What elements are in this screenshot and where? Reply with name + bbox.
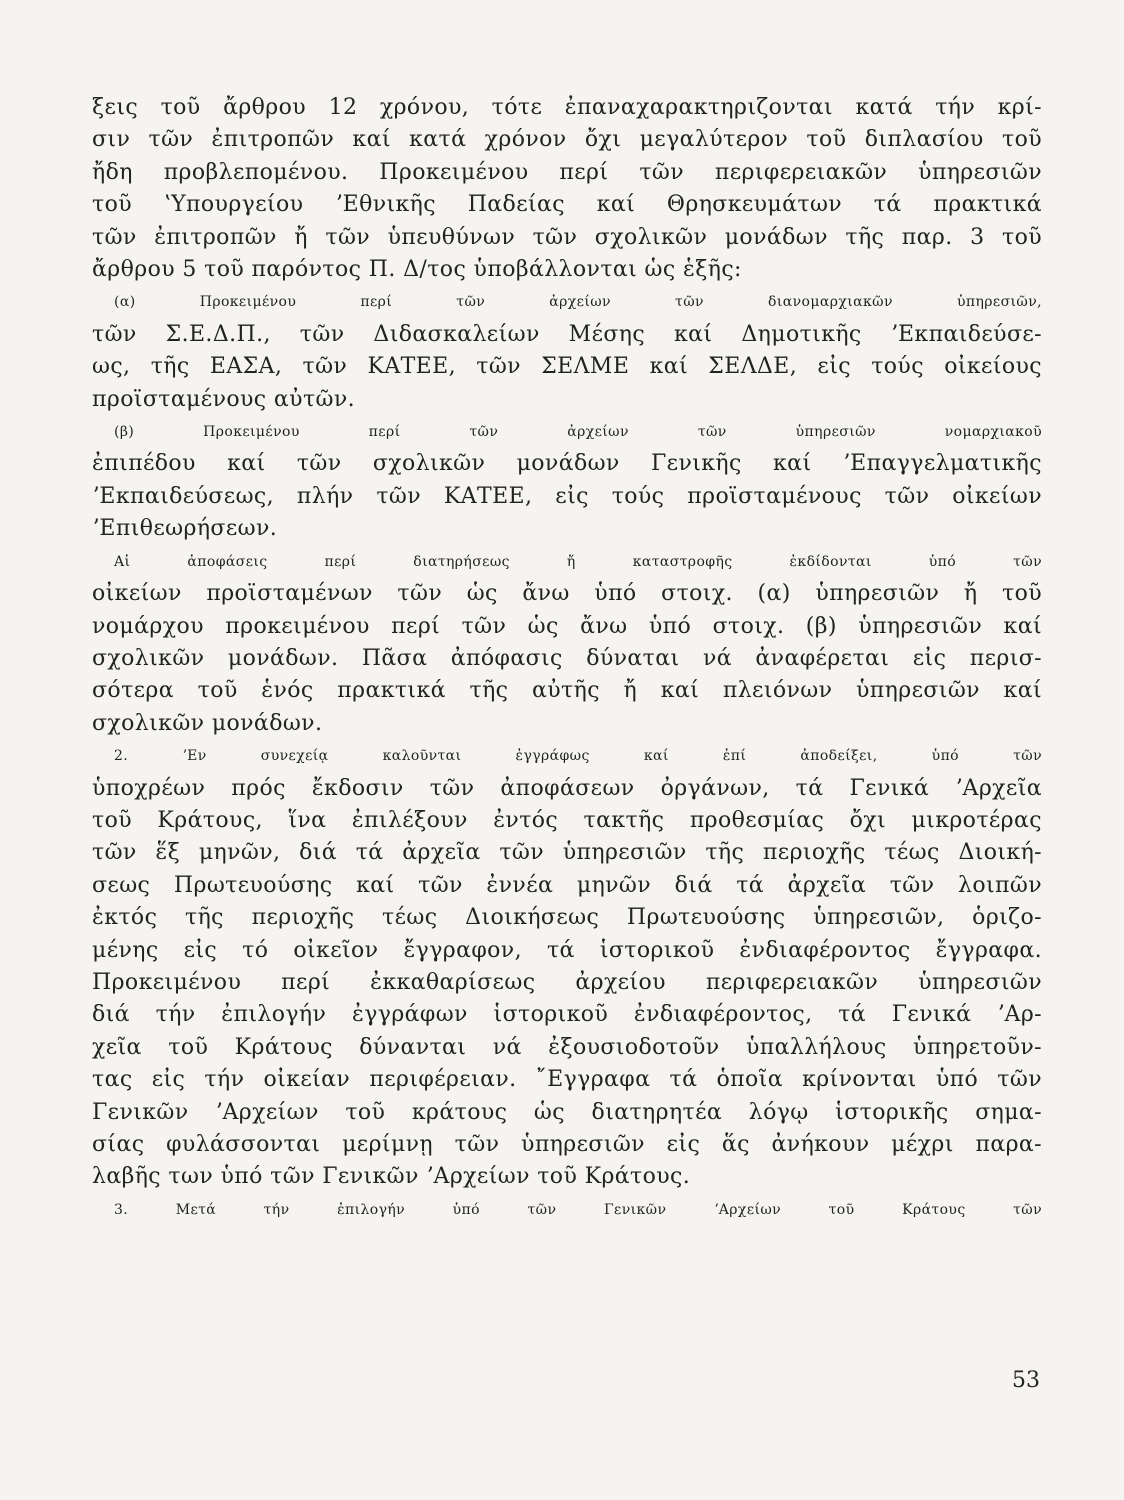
text-line: ʼΕκπαιδεύσεως, πλήν τῶν ΚΑΤΕΕ, εἰς τούς προϊσταμένους τῶν οἰκείων: [92, 483, 1042, 509]
text-line: Αἱ ἀποφάσεις περί διατηρήσεως ἤ καταστροφῆς ἐκδίδονται ὑπό τῶν: [114, 553, 1042, 570]
text-line: 3. Μετά τήν ἐπιλογήν ὑπό τῶν Γενικῶν ʼΑρχείων τοῦ Κράτους τῶν: [114, 1201, 1042, 1218]
text-line: (α) Προκειμένου περί τῶν ἀρχείων τῶν διανομαρχιακῶν ὑπηρεσιῶν,: [114, 294, 1042, 311]
text-line: Γενικῶν ʼΑρχείων τοῦ κράτους ὡς διατηρητέα λόγῳ ἱστορικῆς σημα-: [92, 1099, 1042, 1125]
text-line: χεῖα τοῦ Κράτους δύνανται νά ἐξουσιοδοτοῦν ὑπαλλήλους ὑπηρετοῦν-: [92, 1034, 1042, 1060]
text-line: σεως Πρωτευούσης καί τῶν ἐννέα μηνῶν διά τά ἀρχεῖα τῶν λοιπῶν: [92, 872, 1042, 898]
text-line: Προκειμένου περί ἐκκαθαρίσεως ἀρχείου περιφερειακῶν ὑπηρεσιῶν: [92, 969, 1042, 995]
text-line: ἤδη προβλεπομένου. Προκειμένου περί τῶν περιφερειακῶν ὑπηρεσιῶν: [92, 159, 1042, 185]
page-number: 53: [1012, 1368, 1040, 1393]
text-line: ʼΕπιθεωρήσεων.: [92, 516, 278, 542]
text-line: διά τήν ἐπιλογήν ἐγγράφων ἱστορικοῦ ἐνδιαφέροντος, τά Γενικά ʼΑρ-: [92, 1002, 1042, 1028]
text-line: τοῦ Κράτους, ἵνα ἐπιλέξουν ἐντός τακτῆς προθεσμίας ὄχι μικροτέρας: [92, 807, 1042, 833]
text-line: τας εἰς τήν οἰκείαν περιφέρειαν. ῎Εγγραφα τά ὁποῖα κρίνονται ὑπό τῶν: [92, 1067, 1042, 1093]
text-line: νομάρχου προκειμένου περί τῶν ὡς ἄνω ὑπό στοιχ. (β) ὑπηρεσιῶν καί: [92, 613, 1042, 639]
text-line: ξεις τοῦ ἄρθρου 12 χρόνου, τότε ἐπαναχαρακτηριζονται κατά τήν κρί-: [92, 95, 1042, 120]
text-line: λαβῆς των ὑπό τῶν Γενικῶν ʼΑρχείων τοῦ Κράτους.: [92, 1164, 691, 1190]
text-line: σχολικῶν μονάδων.: [92, 710, 323, 736]
text-line: τῶν Σ.Ε.Δ.Π., τῶν Διδασκαλείων Μέσης καί Δημοτικῆς ʼΕκπαιδεύσε-: [92, 321, 1042, 347]
text-line: σότερα τοῦ ἑνός πρακτικά τῆς αὐτῆς ἤ καί πλειόνων ὑπηρεσιῶν καί: [92, 678, 1042, 704]
text-line: ως, τῆς ΕΑΣΑ, τῶν ΚΑΤΕΕ, τῶν ΣΕΛΜΕ καί ΣΕΛΔΕ, εἰς τούς οἰκείους: [92, 354, 1042, 380]
text-line: ὑποχρέων πρός ἔκδοσιν τῶν ἀποφάσεων ὀργάνων, τά Γενικά ʼΑρχεῖα: [92, 775, 1042, 801]
text-line: τῶν ἐπιτροπῶν ἤ τῶν ὑπευθύνων τῶν σχολικῶν μονάδων τῆς παρ. 3 τοῦ: [92, 224, 1042, 250]
body-text: [92, 92, 1042, 1226]
text-line: σίας φυλάσσονται μερίμνῃ τῶν ὑπηρεσιῶν εἰς ἅς ἀνήκουν μέχρι παρα-: [92, 1132, 1042, 1157]
text-line: προϊσταμένους αὐτῶν.: [92, 386, 356, 412]
text-line: 2. ʼΕν συνεχείᾳ καλοῦνται ἐγγράφως καί ἐπί ἀποδείξει, ὑπό τῶν: [114, 748, 1042, 765]
text-line: σχολικῶν μονάδων. Πᾶσα ἀπόφασις δύναται νά ἀναφέρεται εἰς περισ-: [92, 645, 1042, 671]
text-line: οἰκείων προϊσταμένων τῶν ὡς ἄνω ὑπό στοιχ. (α) ὑπηρεσιῶν ἤ τοῦ: [92, 581, 1042, 607]
text-line: ἄρθρου 5 τοῦ παρόντος Π. Δ/τος ὑποβάλλονται ὡς ἑξῆς:: [92, 257, 742, 283]
text-line: τοῦ ʽΥπουργείου ʼΕθνικῆς Παδείας καί Θρησκευμάτων τά πρακτικά: [92, 192, 1042, 218]
text-line: (β) Προκειμένου περί τῶν ἀρχείων τῶν ὑπηρεσιῶν νομαρχιακοῦ: [114, 424, 1042, 441]
text-line: τῶν ἕξ μηνῶν, διά τά ἀρχεῖα τῶν ὑπηρεσιῶν τῆς περιοχῆς τέως Διοική-: [92, 840, 1042, 866]
text-line: μένης εἰς τό οἰκεῖον ἔγγραφον, τά ἱστορικοῦ ἐνδιαφέροντος ἔγγραφα.: [92, 937, 1042, 963]
text-line: ἐπιπέδου καί τῶν σχολικῶν μονάδων Γενικῆς καί ʼΕπαγγελματικῆς: [92, 451, 1042, 477]
text-line: σιν τῶν ἐπιτροπῶν καί κατά χρόνον ὄχι μεγαλύτερον τοῦ διπλασίου τοῦ: [92, 127, 1042, 153]
text-line: ἐκτός τῆς περιοχῆς τέως Διοικήσεως Πρωτευούσης ὑπηρεσιῶν, ὁριζο-: [92, 905, 1042, 931]
